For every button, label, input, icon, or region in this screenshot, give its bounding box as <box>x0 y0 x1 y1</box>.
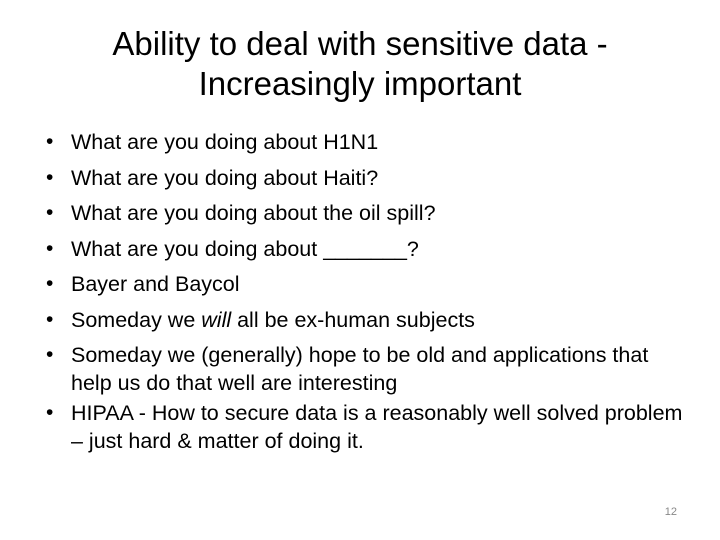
slide-title-line-2: Increasingly important <box>198 65 522 102</box>
bullet-list <box>46 128 686 463</box>
slide-title-line-1: Ability to deal with sensitive data - <box>112 25 608 62</box>
bullet-item <box>46 164 686 192</box>
bullet-item <box>46 128 686 156</box>
bullet-item <box>46 235 686 263</box>
bullet-dot-icon: • <box>46 307 54 331</box>
bullet-item <box>46 199 686 227</box>
bullet-text: HIPAA - How to secure data is a reasonably well solved problem – just hard & matter of doing it. <box>71 401 683 453</box>
bullet-dot-icon: • <box>46 401 54 424</box>
bullet-dot-icon: • <box>46 272 54 295</box>
bullet-text-after: all be ex-human subjects <box>231 307 475 332</box>
bullet-item <box>46 306 686 334</box>
bullet-text: What are you doing about H1N1 <box>71 130 379 154</box>
bullet-text: Bayer and Baycol <box>71 272 240 296</box>
bullet-text: What are you doing about _______? <box>71 236 419 261</box>
bullet-text <box>71 308 475 332</box>
page-number: 12 <box>664 506 677 518</box>
bullet-text: What are you doing about Haiti? <box>71 165 379 190</box>
bullet-dot-icon: • <box>46 201 54 224</box>
bullet-item <box>46 399 686 455</box>
bullet-dot-icon: • <box>46 343 54 366</box>
bullet-dot-icon: • <box>46 236 54 260</box>
bullet-item <box>46 270 686 298</box>
bullet-text: What are you doing about the oil spill? <box>71 201 436 225</box>
bullet-dot-icon: • <box>46 130 54 153</box>
bullet-item <box>46 341 686 397</box>
bullet-text-before: Someday we <box>71 307 202 332</box>
bullet-text: Someday we (generally) hope to be old and applications that help us do that well are interesting <box>71 343 649 395</box>
slide-title <box>40 24 680 104</box>
bullet-text-emphasis: will <box>201 307 232 332</box>
bullet-dot-icon: • <box>46 165 54 189</box>
